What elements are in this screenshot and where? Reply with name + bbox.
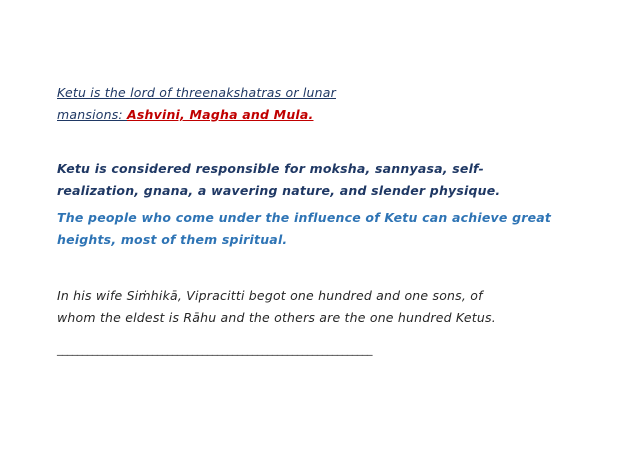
- influence-paragraph: [57, 207, 551, 251]
- lineage-line-1: In his wife Siṁhikā, Vipracitti begot one hundred and one sons, of: [57, 288, 483, 303]
- responsibility-line-1: Ketu is considered responsible for moksha, sannyasa, self-: [57, 161, 484, 176]
- lineage-paragraph: [57, 285, 496, 329]
- nakshatra-line-1: Ketu is the lord of threenakshatras or lunar: [57, 85, 336, 100]
- mansions-prefix: mansions:: [57, 107, 128, 122]
- responsibility-line-2: realization, gnana, a wavering nature, and slender physique.: [57, 183, 501, 198]
- nakshatra-names: Ashvini, Magha and Mula.: [127, 107, 314, 122]
- nakshatra-line-2: [57, 104, 336, 126]
- nakshatra-paragraph: [57, 82, 336, 126]
- separator-line: _______________________________________________________________: [57, 343, 372, 356]
- influence-line-1: The people who come under the influence of Ketu can achieve great: [57, 210, 552, 225]
- influence-line-2: heights, most of them spiritual.: [57, 232, 288, 247]
- responsibility-paragraph: [57, 158, 500, 202]
- lineage-line-2: whom the eldest is Rāhu and the others are the one hundred Ketus.: [57, 310, 496, 325]
